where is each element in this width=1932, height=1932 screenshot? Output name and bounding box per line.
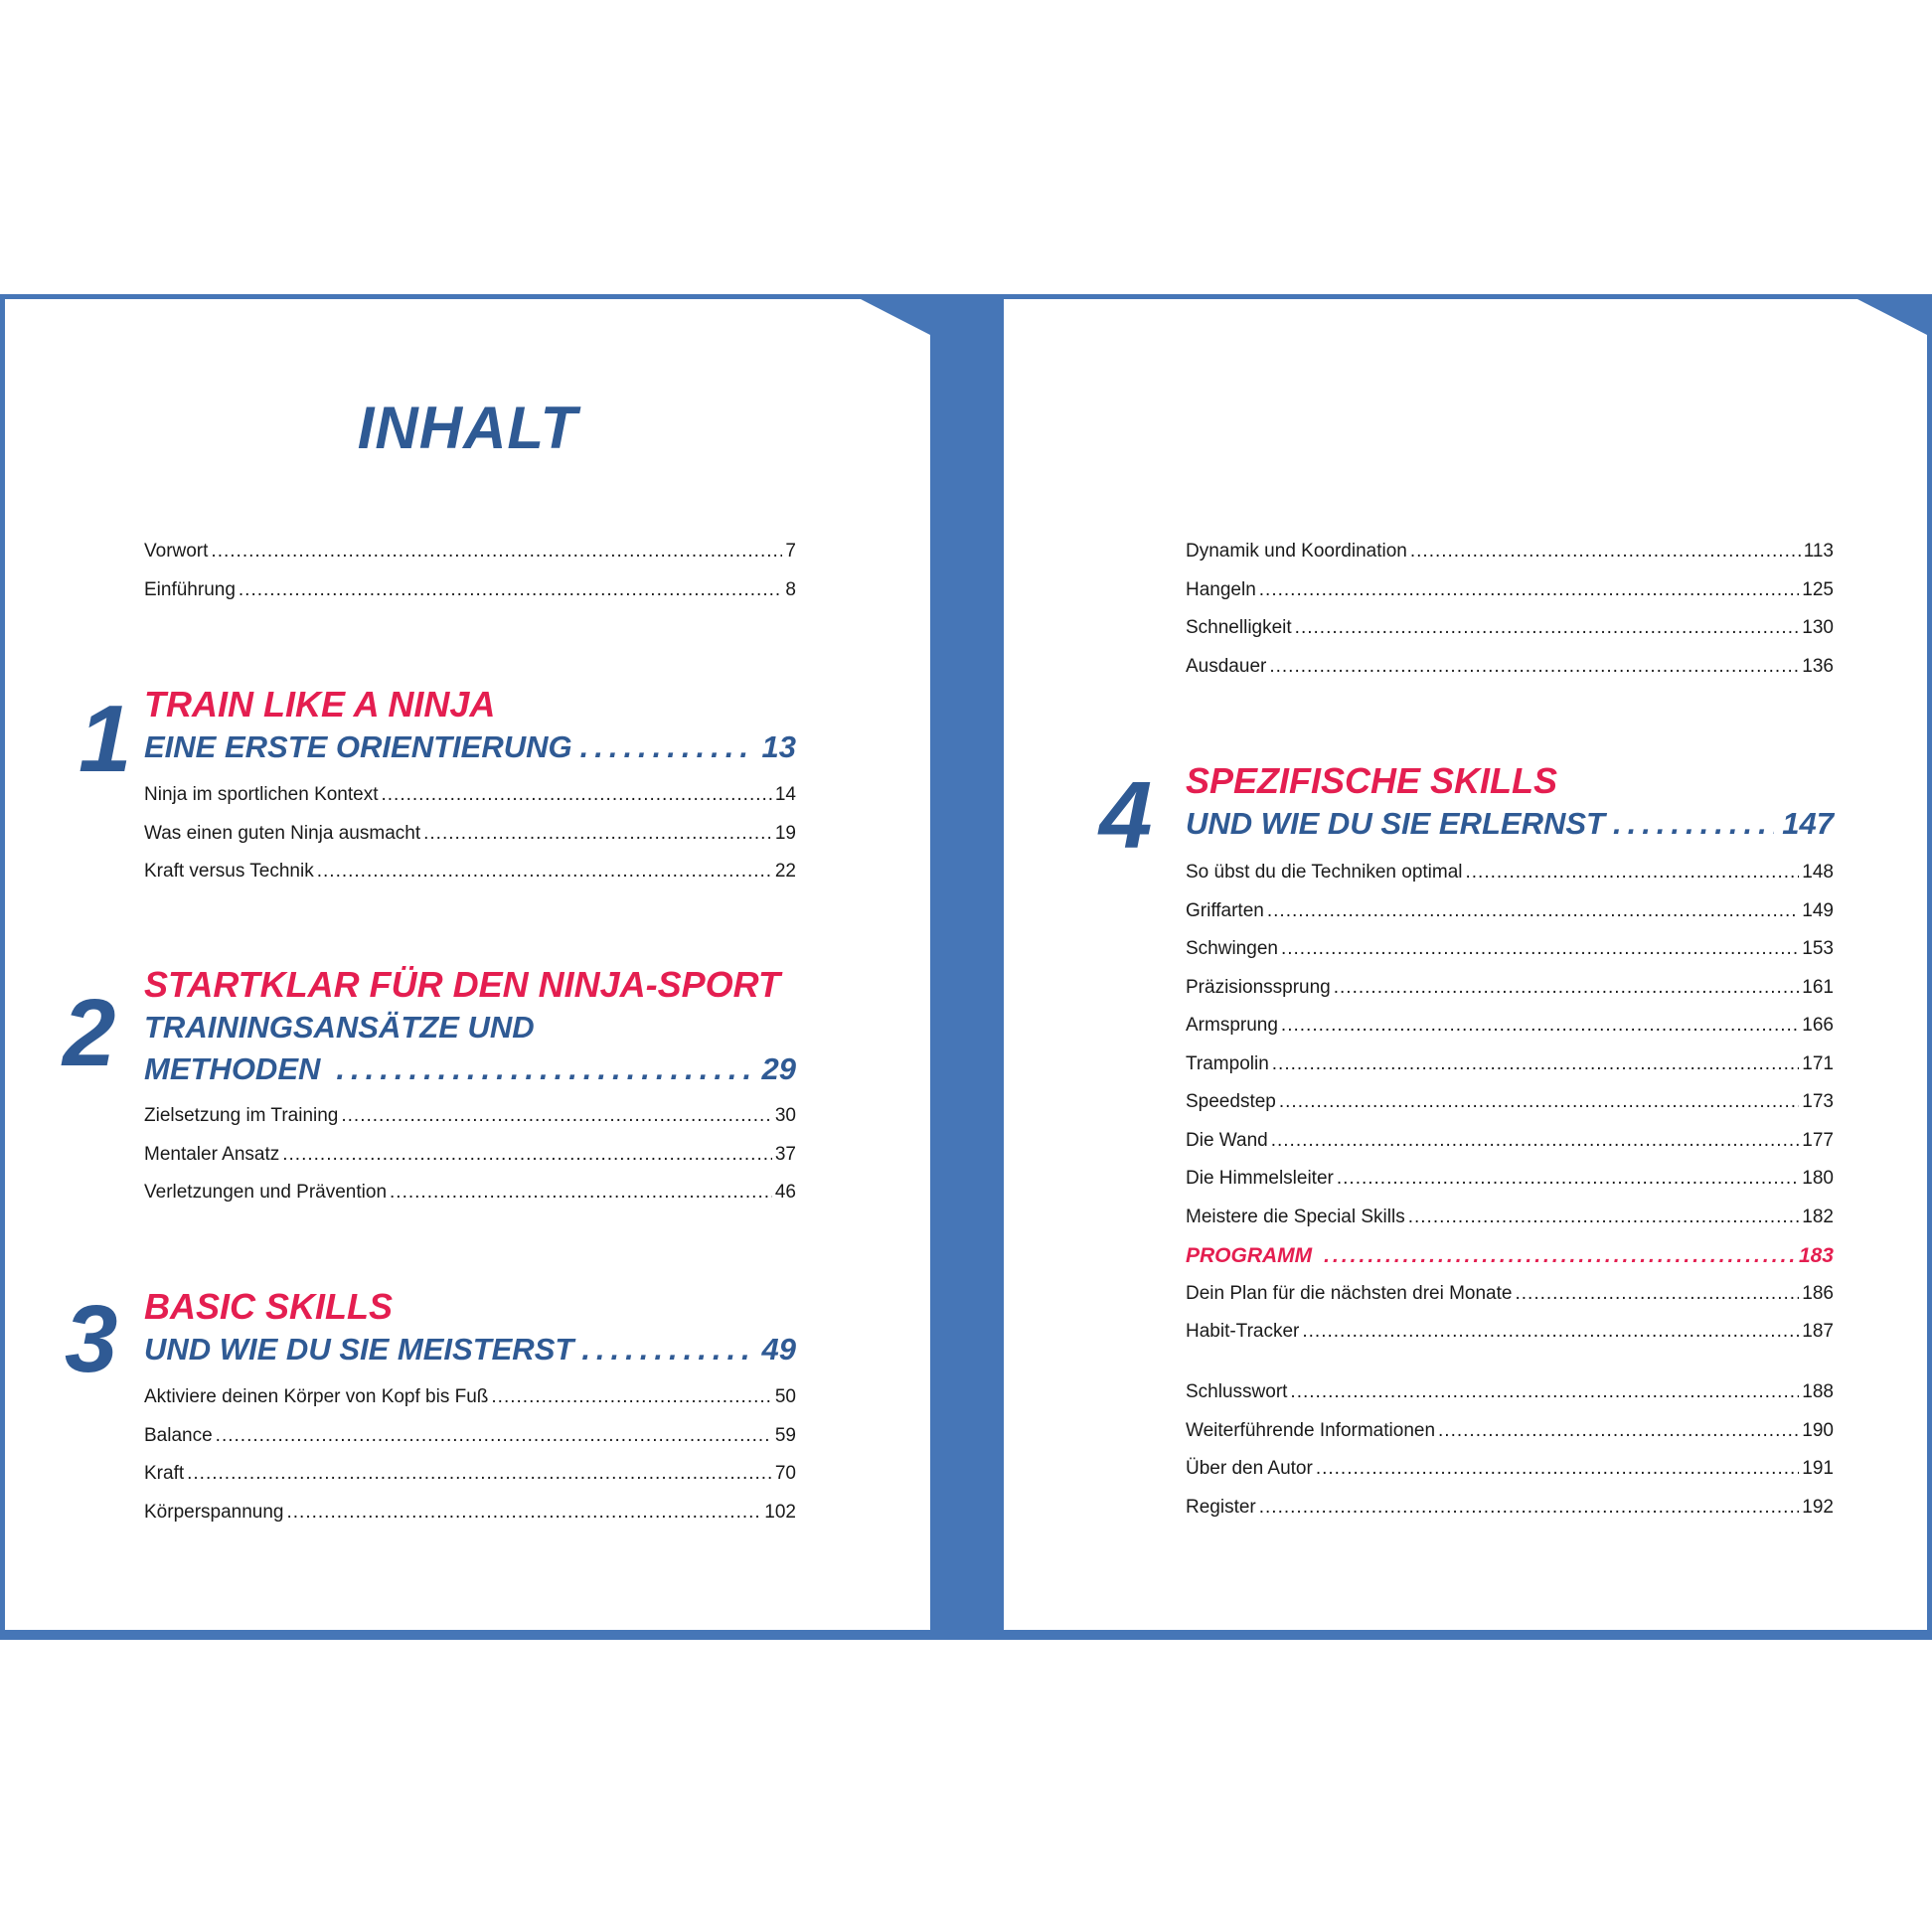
- toc-entry[interactable]: Einführung ..... 8: [144, 579, 796, 618]
- chapter-title[interactable]: SPEZIFISCHE SKILLS: [1186, 760, 1558, 801]
- toc-entry[interactable]: Präzisionssprung ..... 161: [1186, 977, 1834, 1016]
- chapter-3-entries: [144, 1386, 796, 1539]
- chapter-1-entries: [144, 784, 796, 899]
- chapter-4-entries: [1186, 862, 1834, 1360]
- toc-entry[interactable]: Vorwort ..... 7: [144, 541, 796, 579]
- toc-entry[interactable]: Kraft versus Technik ..... 22: [144, 861, 796, 899]
- chapter-number: 2: [63, 980, 116, 1086]
- toc-title: INHALT: [357, 395, 578, 461]
- toc-entry[interactable]: Die Himmelsleiter ..... 180: [1186, 1168, 1834, 1207]
- toc-entry[interactable]: Griffarten ..... 149: [1186, 900, 1834, 939]
- chapter-number: 3: [65, 1286, 118, 1392]
- chapter-subtitle[interactable]: UND WIE DU SIE MEISTERST ..... 49: [144, 1329, 796, 1370]
- toc-entry[interactable]: Schwingen ..... 153: [1186, 938, 1834, 977]
- chapter-subtitle[interactable]: METHODEN ..... 29: [144, 1048, 796, 1090]
- back-matter-list: [1186, 1381, 1834, 1534]
- toc-entry[interactable]: Kraft ..... 70: [144, 1463, 796, 1502]
- book-spread: [0, 294, 1932, 1640]
- toc-entry[interactable]: Über den Autor ..... 191: [1186, 1458, 1834, 1497]
- chapter-subtitle[interactable]: UND WIE DU SIE ERLERNST ..... 147: [1186, 803, 1834, 845]
- toc-entry[interactable]: Was einen guten Ninja ausmacht ..... 19: [144, 823, 796, 862]
- toc-entry[interactable]: Körperspannung ..... 102: [144, 1502, 796, 1540]
- chapter-title[interactable]: STARTKLAR FÜR DEN NINJA-SPORT: [144, 964, 781, 1005]
- toc-entry[interactable]: Armsprung ..... 166: [1186, 1015, 1834, 1053]
- left-page: [5, 299, 930, 1630]
- toc-entry[interactable]: Hangeln ..... 125: [1186, 579, 1834, 618]
- toc-entry[interactable]: Schlusswort ..... 188: [1186, 1381, 1834, 1420]
- chapter-subtitle[interactable]: EINE ERSTE ORIENTIERUNG ..... 13: [144, 726, 796, 768]
- toc-entry[interactable]: Schnelligkeit ..... 130: [1186, 617, 1834, 656]
- toc-entry[interactable]: Dynamik und Koordination ..... 113: [1186, 541, 1834, 579]
- toc-entry[interactable]: Mentaler Ansatz ..... 37: [144, 1144, 796, 1183]
- page-corner-tab: [861, 299, 930, 335]
- toc-entry[interactable]: Register ..... 192: [1186, 1497, 1834, 1535]
- page-corner-tab: [1857, 299, 1927, 335]
- chapter-2-entries: [144, 1105, 796, 1220]
- chapter-number: 4: [1099, 762, 1153, 869]
- programm-entry[interactable]: PROGRAMM ..... 183: [1186, 1244, 1834, 1283]
- chapter-number: 1: [79, 686, 132, 792]
- toc-entry[interactable]: Balance ..... 59: [144, 1425, 796, 1464]
- toc-entry[interactable]: Die Wand ..... 177: [1186, 1130, 1834, 1169]
- toc-entry[interactable]: Meistere die Special Skills ..... 182: [1186, 1207, 1834, 1245]
- chapter-subtitle-line: TRAININGSANSÄTZE UND: [144, 1010, 535, 1045]
- toc-entry[interactable]: Weiterführende Informationen ..... 190: [1186, 1420, 1834, 1459]
- toc-entry[interactable]: Ninja im sportlichen Kontext ..... 14: [144, 784, 796, 823]
- front-matter-list: [144, 541, 796, 617]
- toc-entry[interactable]: Zielsetzung im Training ..... 30: [144, 1105, 796, 1144]
- toc-entry[interactable]: Dein Plan für die nächsten drei Monate ..... 186: [1186, 1283, 1834, 1322]
- toc-entry[interactable]: Habit-Tracker ..... 187: [1186, 1321, 1834, 1360]
- right-page: [1004, 299, 1927, 1630]
- toc-entry[interactable]: Aktiviere deinen Körper von Kopf bis Fuß ..... 50: [144, 1386, 796, 1425]
- toc-entry[interactable]: Verletzungen und Prävention ..... 46: [144, 1182, 796, 1220]
- chapter-title[interactable]: TRAIN LIKE A NINJA: [144, 684, 496, 724]
- chapter-title[interactable]: BASIC SKILLS: [144, 1286, 394, 1327]
- toc-entry[interactable]: So übst du die Techniken optimal ..... 148: [1186, 862, 1834, 900]
- toc-entry[interactable]: Speedstep ..... 173: [1186, 1091, 1834, 1130]
- toc-entry[interactable]: Trampolin ..... 171: [1186, 1053, 1834, 1092]
- chapter-3-continued-entries: [1186, 541, 1834, 694]
- toc-entry[interactable]: Ausdauer ..... 136: [1186, 656, 1834, 695]
